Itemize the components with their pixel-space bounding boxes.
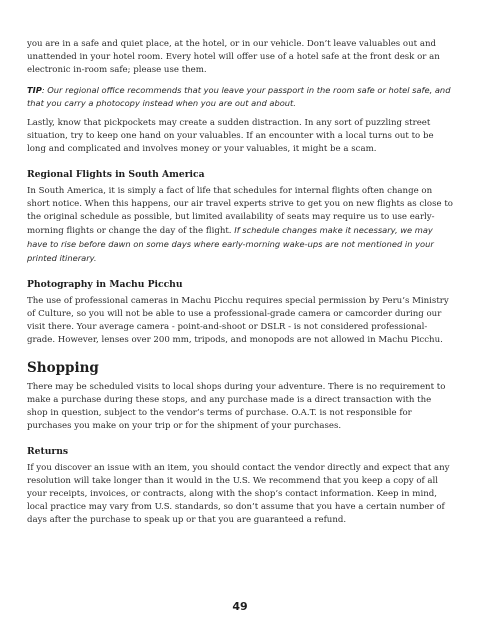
regional-flights-heading: Regional Flights in South America xyxy=(27,169,205,180)
page-number: 49 xyxy=(232,600,248,613)
tip-text: : Our regional office recommends that you leave your passport in the room safe or hotel safe, and that you carry a photocopy instead when you are out and about. xyxy=(27,85,451,108)
tip-paragraph xyxy=(27,84,453,110)
shopping-paragraph: There may be scheduled visits to local shops during your adventure. There is no requirement to make a purchase during these stops, and any purchase made is a direct transaction with the shop in question, subject to the vendor’s terms of purchase. O.A.T. is not responsible for purchases you make on your trip or for the shipment of your purchases. xyxy=(27,382,446,431)
pickpockets-paragraph: Lastly, know that pickpockets may create a sudden distraction. In any sort of puzzling street situation, try to keep one hand on your valuables. If an encounter with a local turns out to be long and complicated and involves money or your valuables, it might be a scam. xyxy=(27,118,434,154)
photography-heading: Photography in Machu Picchu xyxy=(27,279,183,290)
regional-flights-text: In South America, it is simply a fact of life that schedules for internal flights often change on short notice. When this happens, our air travel experts strive to get you on new flights as close to the original schedule as possible, but limited availability of seats may require us to use early-morning flights or change the day of the flight. xyxy=(27,186,453,236)
returns-paragraph: If you discover an issue with an item, you should contact the vendor directly and expect that any resolution will take longer than it would in the U.S. We recommend that you keep a copy of all your receipts, invoices, or contracts, along with the shop’s contact information. Keep in mind, local practice may vary from U.S. standards, so don’t assume that you have a certain number of days after the purchase to speak up or that you are guaranteed a refund. xyxy=(27,463,450,525)
tip-label: TIP xyxy=(27,85,42,95)
photography-paragraph: The use of professional cameras in Machu Picchu requires special permission by Peru’s Ministry of Culture, so you will not be able to use a professional-grade camera or camcorder during our visit there. Your average camera - point-and-shoot or DSLR - is not considered professional-grade. However, lenses over 200 mm, tripods, and monopods are not allowed in Machu Picchu. xyxy=(27,296,449,345)
shopping-heading: Shopping xyxy=(27,360,99,376)
regional-flights-paragraph xyxy=(27,185,453,266)
page-content xyxy=(27,38,453,534)
safety-paragraph: you are in a safe and quiet place, at the hotel, or in our vehicle. Don’t leave valuables out and unattended in your hotel room. Every hotel will offer use of a hotel safe at the front desk or an electronic in-room safe; please use them. xyxy=(27,39,440,75)
returns-heading: Returns xyxy=(27,446,69,457)
regional-flights-italic-text: If schedule changes make it necessary, we may have to rise before dawn on some days where early-morning wake-ups are not mentioned in your printed itinerary. xyxy=(27,225,434,263)
